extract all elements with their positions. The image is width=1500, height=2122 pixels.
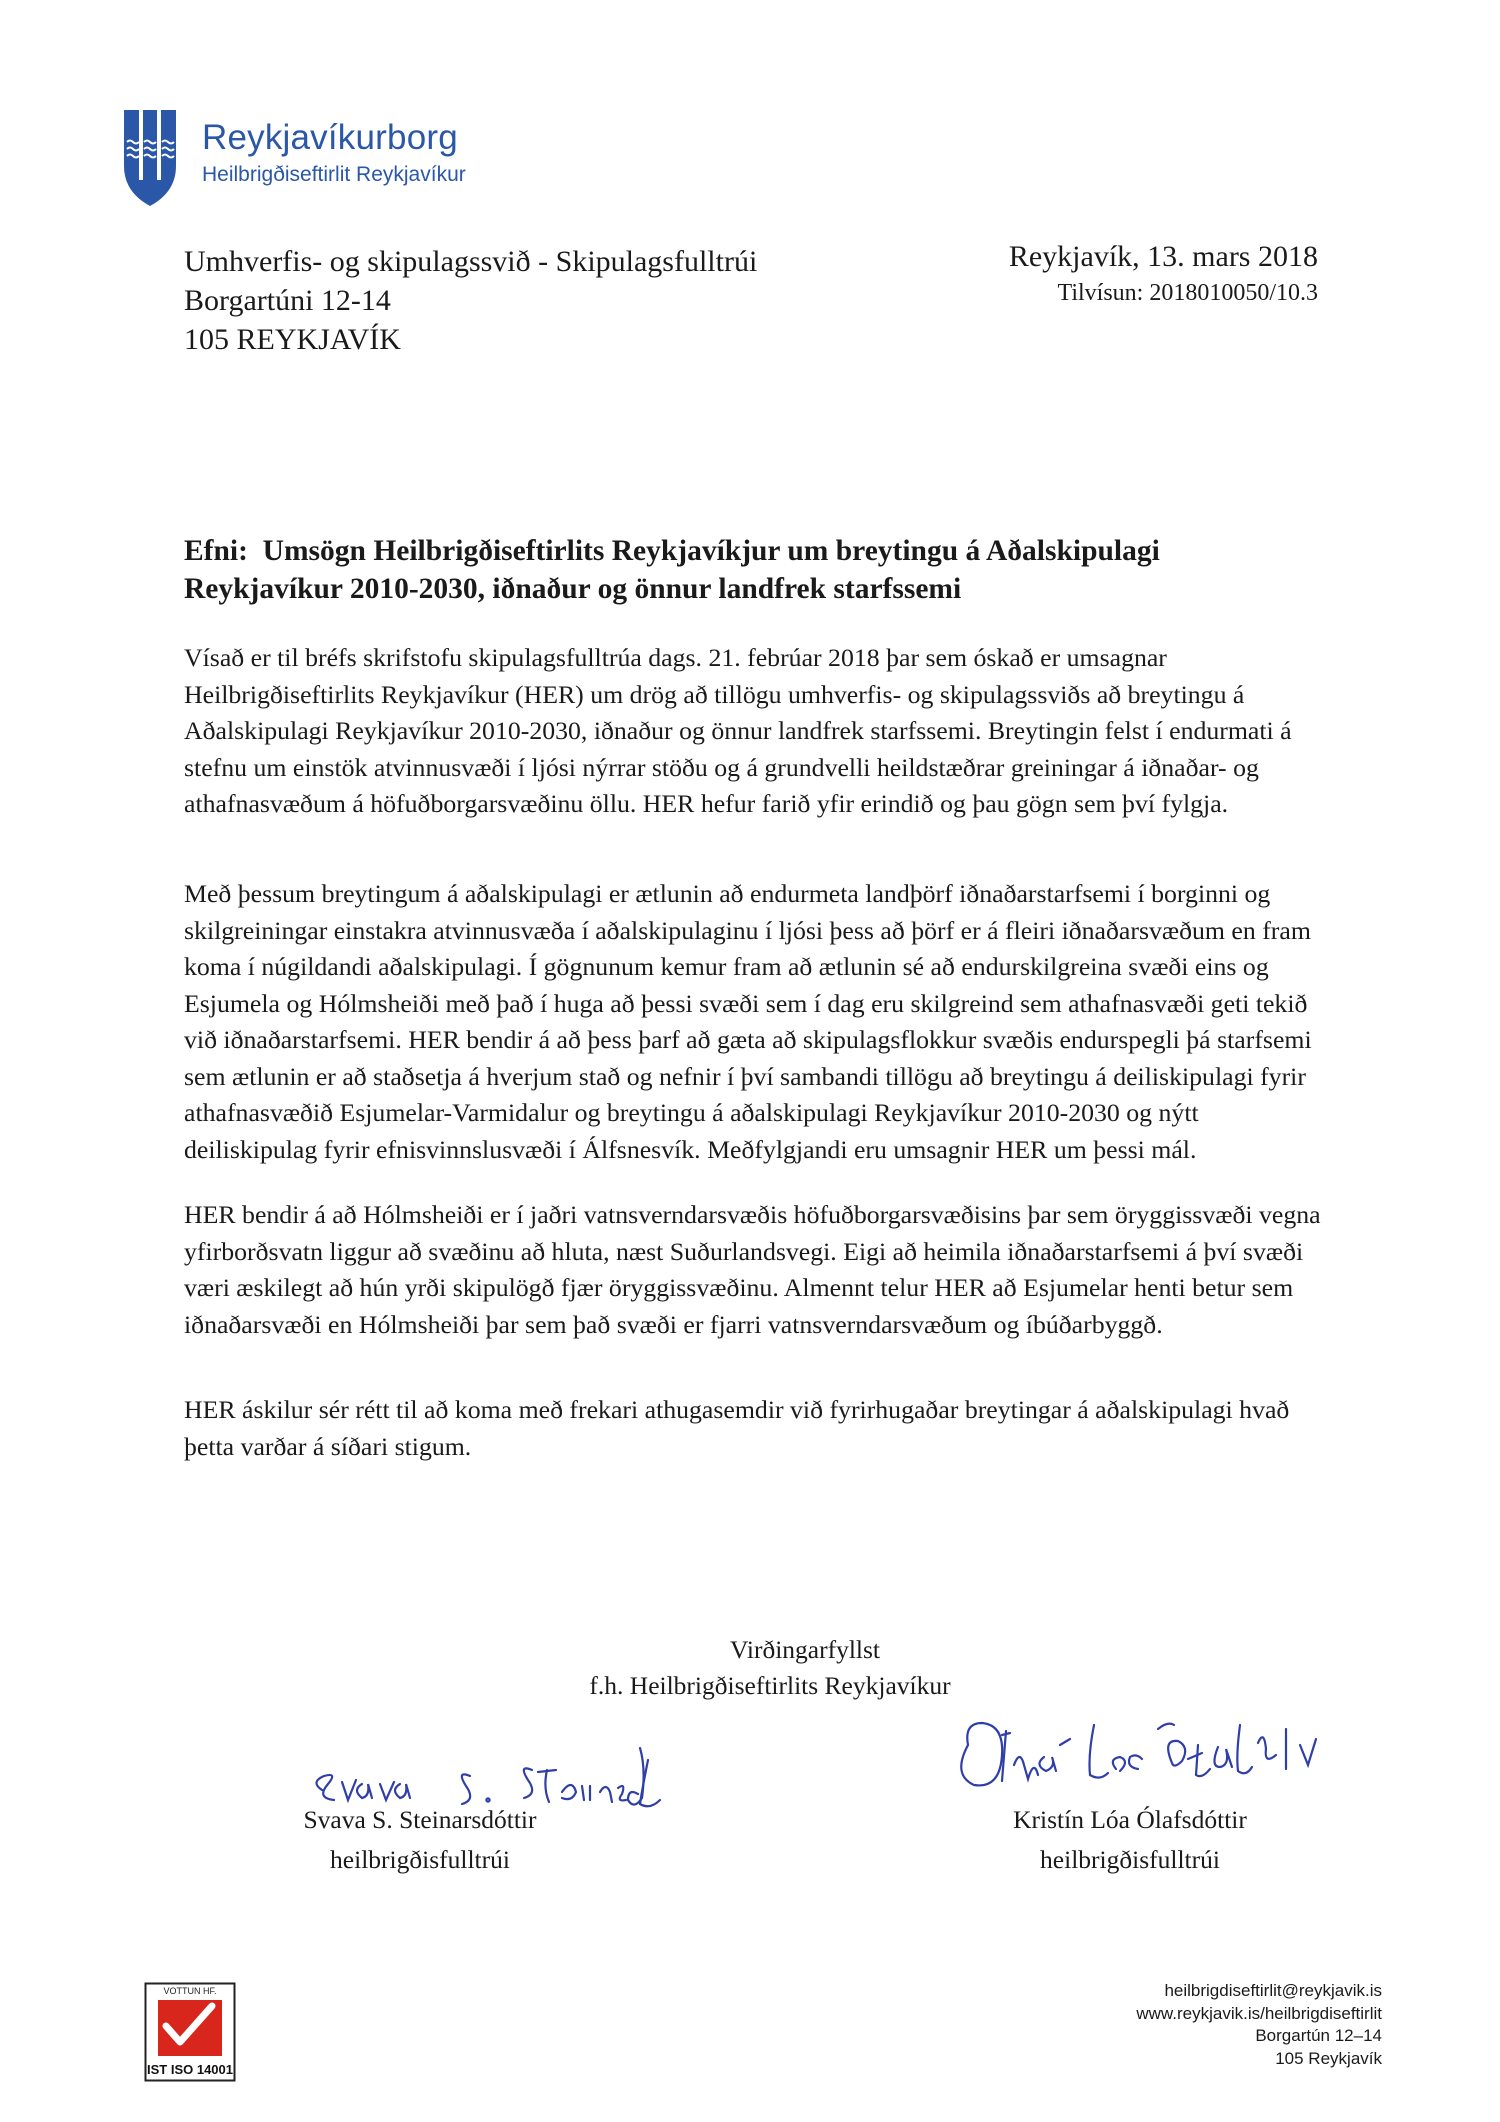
subject-line: Reykjavíkur 2010-2030, iðnaður og önnur landfrek starfssemi (184, 573, 962, 605)
body-paragraph: HER bendir á að Hólmsheiði er í jaðri vatnsverndarsvæðis höfuðborgarsvæðisins þar sem öryggissvæði vegna yfirborðsvatn liggur að svæðinu að hluta, næst Suðurlandsvegi. Eigi að heimila iðnaðarstarfsemi á því svæði væri æskilegt að hún yrði skipulögð fjær öryggissvæðinu. Almennt telur HER að Esjumelar henti betur sem iðnaðarsvæði en Hólmsheiði þar sem það svæði er fjarri vatnsverndarsvæðum og íbúðarbyggð. (184, 1200, 1321, 1339)
body-paragraph: Með þessum breytingum á aðalskipulagi er ætlunin að endurmeta landþörf iðnaðarstarfsemi í borginni og skilgreiningar einstakra atvinnusvæða í aðalskipulaginu í ljósi þess að þörf er á fleiri iðnaðarsvæðum en fram koma í núgildandi aðalskipulagi. Í gögnunum kemur fram að ætlunin sé að endurskilgreina svæði eins og Esjumela og Hólmsheiði með það í huga að þessi svæði sem í dag eru skilgreind sem athafnasvæði geti tekið við iðnaðarstarfsemi. HER bendir á að þess þarf að gæta að skipulagsflokkur svæðis endurspegli þá starfsemi sem ætlunin er að staðsetja á hverjum stað og nefnir í því sambandi tillögu að breytingu á deiliskipulagi fyrir athafnasvæðið Esjumelar-Varmidalur og breytingu á aðalskipulagi Reykjavíkur 2010-2030 og nýtt deiliskipulag fyrir efnisvinnslusvæði í Álfsnesvík. Meðfylgjandi eru umsagnir HER um þessi mál. (184, 879, 1312, 1164)
footer-contact (1136, 1980, 1382, 2070)
organization-name: Reykjavíkurborg (202, 118, 458, 157)
badge-top-text: VOTTUN HF. (163, 1986, 217, 1996)
signer-title: heilbrigðisfulltrúi (330, 1845, 510, 1874)
footer-website[interactable]: www.reykjavik.is/heilbrigdiseftirlit (1136, 2003, 1382, 2023)
reykjavik-coat-of-arms-icon (122, 108, 178, 208)
iso-certification-badge (144, 1982, 236, 2082)
footer-email[interactable]: heilbrigdiseftirlit@reykjavik.is (1164, 1981, 1382, 2000)
footer-postal: 105 Reykjavík (1275, 2048, 1382, 2068)
signer-block (1000, 1800, 1260, 1880)
badge-bottom-text: IST ISO 14001 (147, 2062, 233, 2077)
organization-subtitle: Heilbrigðiseftirlit Reykjavíkur (202, 163, 466, 186)
footer-street: Borgartún 12–14 (1255, 2026, 1382, 2045)
letter-subject (184, 532, 1324, 608)
closing-salutation: Virðingarfyllst (729, 1635, 881, 1664)
closing-on-behalf: f.h. Heilbrigðiseftirlits Reykjavíkur (589, 1671, 951, 1700)
recipient-line: Borgartúni 12-14 (184, 284, 391, 317)
signature-kristin-image (940, 1685, 1400, 1815)
subject-line: Efni: Umsögn Heilbrigðiseftirlits Reykjavíkjur um breytingu á Aðalskipulagi (184, 535, 1160, 567)
body-paragraph: HER áskilur sér rétt til að koma með frekari athugasemdir við fyrirhugaðar breytingar á aðalskipulagi hvað þetta varðar á síðari stigum. (184, 1395, 1290, 1461)
signer-name: Svava S. Steinarsdóttir (303, 1805, 537, 1834)
reference-number: Tilvísun: 2018010050/10.3 (1057, 280, 1318, 306)
signer-name: Kristín Lóa Ólafsdóttir (1013, 1805, 1247, 1834)
signer-block (290, 1800, 550, 1880)
recipient-address (184, 242, 757, 359)
recipient-line: Umhverfis- og skipulagssvið - Skipulagsfulltrúi (184, 245, 758, 278)
signer-title: heilbrigðisfulltrúi (1040, 1845, 1220, 1874)
body-paragraph: Vísað er til bréfs skrifstofu skipulagsfulltrúa dags. 21. febrúar 2018 þar sem óskað er umsagnar Heilbrigðiseftirlits Reykjavíkur (HER) um drög að tillögu umhverfis- og skipulagssviðs að breytingu á Aðalskipulagi Reykjavíkur 2010-2030, iðnaður og önnur landfrek starfssemi. Breytingin felst í endurmati á stefnu um einstök atvinnusvæði í ljósi nýrrar stöðu og á grundvelli heildstæðrar greiningar á iðnaðar- og athafnasvæðum á höfuðborgarsvæðinu öllu. HER hefur farið yfir erindið og þau gögn sem því fylgja. (184, 643, 1292, 818)
place-date: Reykjavík, 13. mars 2018 (1008, 240, 1318, 273)
recipient-line: 105 REYKJAVÍK (184, 323, 401, 356)
